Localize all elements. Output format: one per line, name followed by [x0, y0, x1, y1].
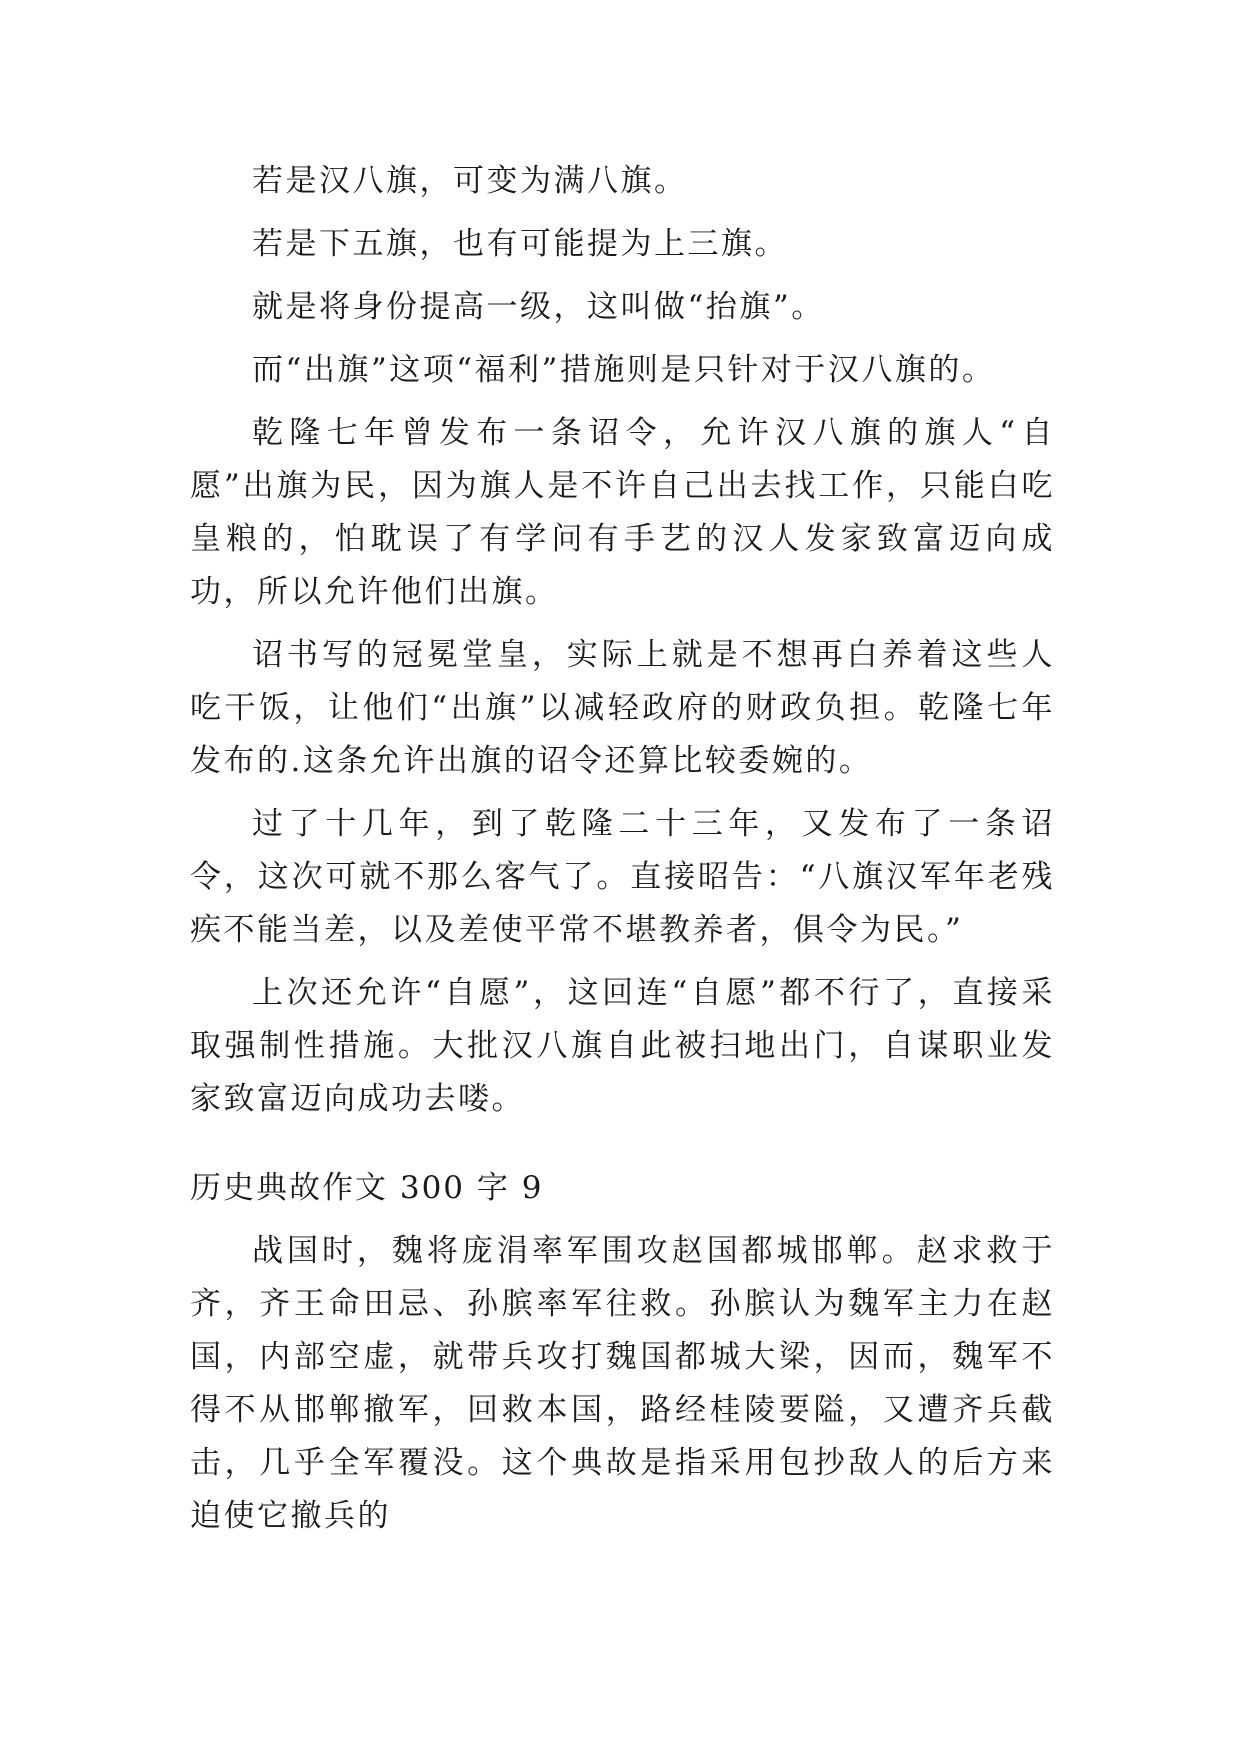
paragraph: 战国时，魏将庞涓率军围攻赵国都城邯郸。赵求救于齐，齐王命田忌、孙膑率军往救。孙膑认为魏军主力在赵国，内部空虚，就带兵攻打魏国都城大梁，因而，魏军不得不从邯郸撤军，回救本国，路经桂陵要隘，又遭齐兵截击，几乎全军覆没。这个典故是指采用包抄敌人的后方来迫使它撤兵的	[190, 1233, 1055, 1534]
paragraph: 若是汉八旗，可变为满八旗。	[252, 163, 688, 199]
paragraph: 若是下五旗，也有可能提为上三旗。	[252, 226, 788, 262]
paragraph: 诏书写的冠冕堂皇，实际上就是不想再白养着这些人吃干饭，让他们“出旗”以减轻政府的财政负担。乾隆七年发布的.这条允许出旗的诏令还算比较委婉的。	[190, 637, 1055, 779]
paragraph: 而“出旗”这项“福利”措施则是只针对于汉八旗的。	[252, 352, 996, 388]
paragraph: 过了十几年，到了乾隆二十三年，又发布了一条诏令，这次可就不那么客气了。直接昭告：“八旗汉军年老残疾不能当差，以及差使平常不堪教养者，俱令为民。”	[190, 806, 1055, 948]
section-heading: 历史典故作文 300 字 9	[190, 1170, 544, 1206]
paragraph: 上次还允许“自愿”，这回连“自愿”都不行了，直接采取强制性措施。大批汉八旗自此被扫地出门，自谋职业发家致富迈向成功去喽。	[190, 975, 1055, 1117]
paragraph: 乾隆七年曾发布一条诏令，允许汉八旗的旗人“自愿”出旗为民，因为旗人是不许自己出去找工作，只能白吃皇粮的，怕耽误了有学问有手艺的汉人发家致富迈向成功，所以允许他们出旗。	[190, 415, 1055, 610]
document-body	[190, 155, 1055, 1553]
paragraph: 就是将身份提高一级，这叫做“抬旗”。	[252, 289, 825, 325]
